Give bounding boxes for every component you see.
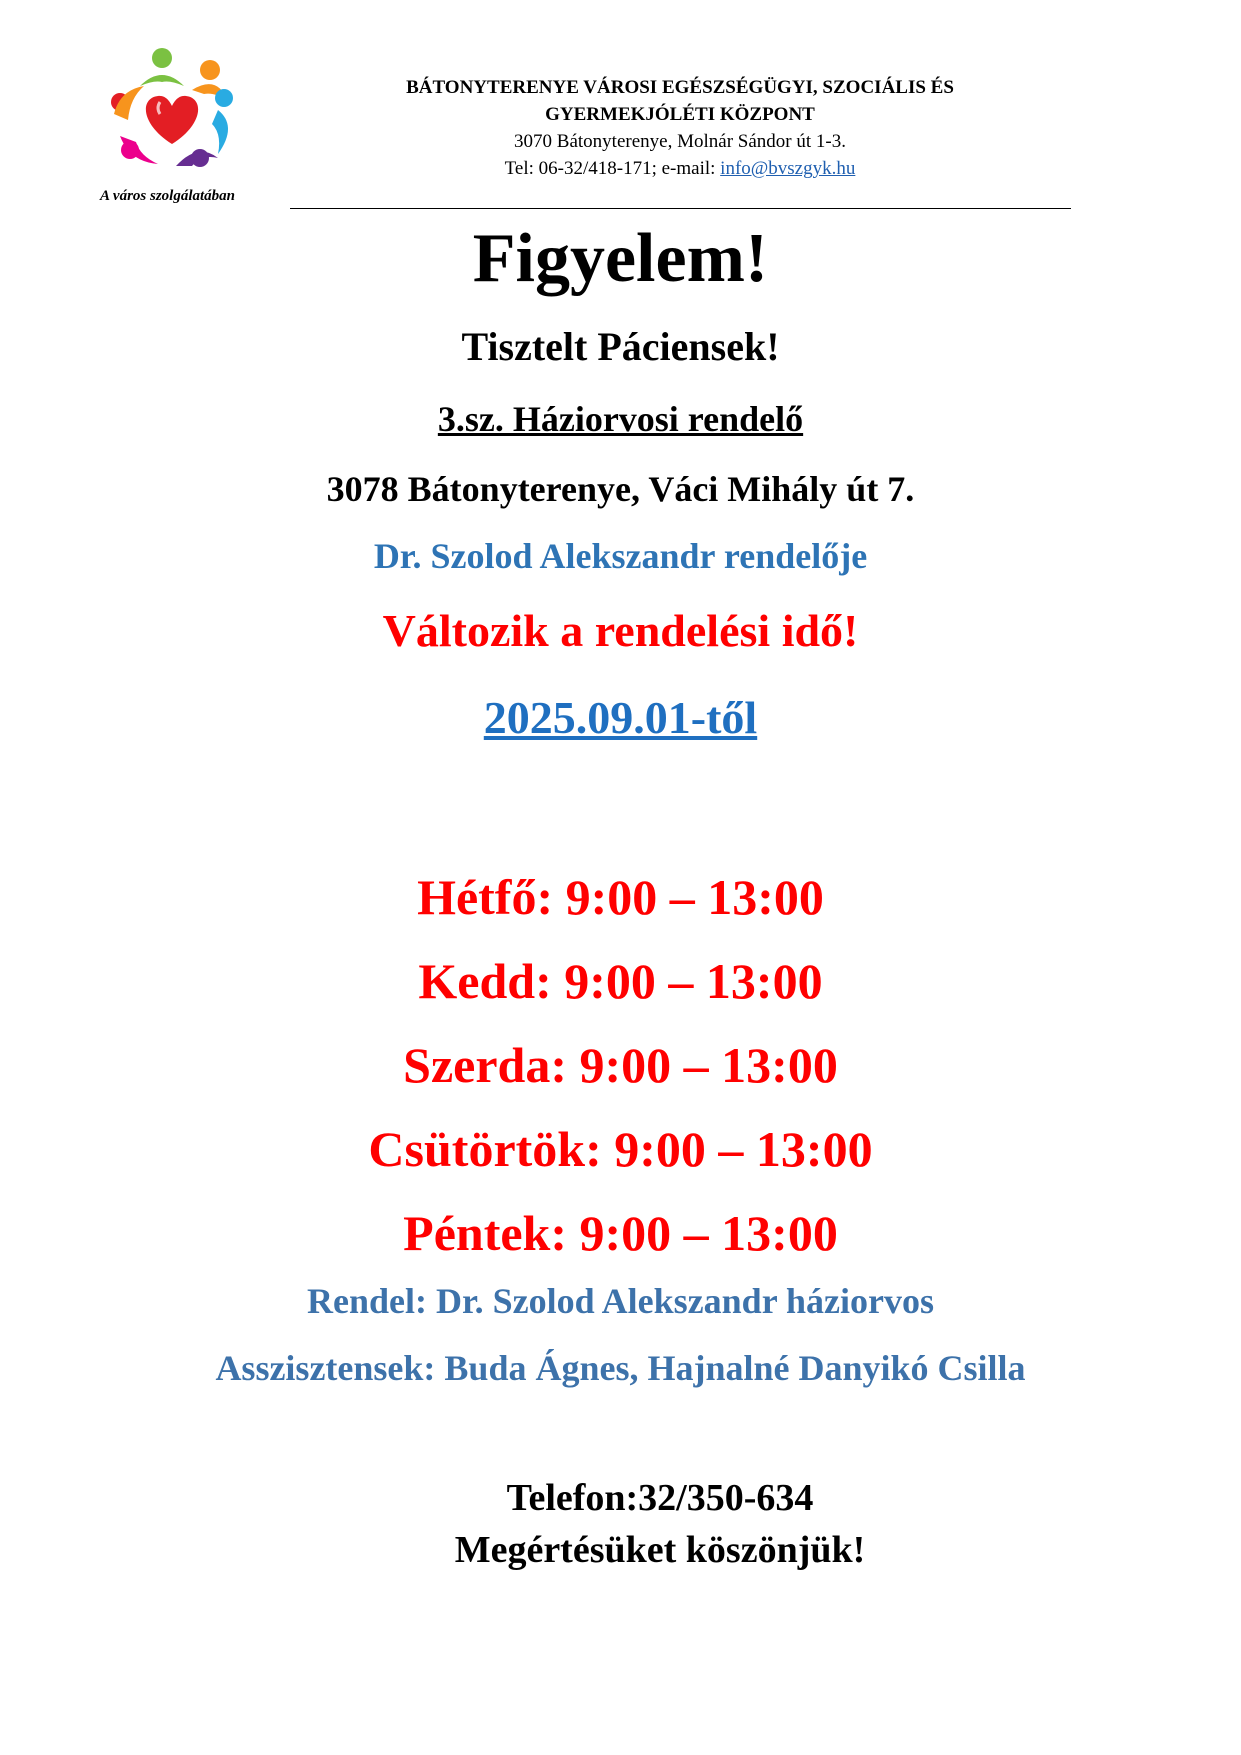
- contact-phone: Tel: 06-32/418-171; e-mail:: [504, 158, 721, 179]
- schedule-row: Csütörtök: 9:00 – 13:00: [368, 1121, 873, 1177]
- doctor-clinic: Dr. Szolod Alekszandr rendelője: [373, 536, 868, 576]
- clinic-address: 3078 Bátonyterenye, Váci Mihály út 7.: [326, 469, 915, 509]
- page-title: Figyelem!: [472, 220, 769, 297]
- change-notice: Változik a rendelési idő!: [382, 605, 859, 656]
- schedule: [0, 855, 1241, 1275]
- phone-number: Telefon:32/350-634: [506, 1477, 814, 1519]
- schedule-hours: 9:00 – 13:00: [564, 953, 823, 1009]
- logo-figures-icon: [100, 46, 270, 186]
- organization-address: 3070 Bátonyterenye, Molnár Sándor út 1-3.: [514, 131, 846, 152]
- assistants: Asszisztensek: Buda Ágnes, Hajnalné Danyikó Csilla: [215, 1348, 1026, 1388]
- logo-caption: A város szolgálatában: [100, 188, 236, 204]
- organization-name-line2: GYERMEKJÓLÉTI KÖZPONT: [545, 104, 815, 125]
- email-link[interactable]: info@bvszgyk.hu: [720, 158, 856, 179]
- organization-logo: [100, 46, 270, 206]
- schedule-day: Kedd: [418, 953, 536, 1009]
- schedule-day: Péntek: [403, 1205, 551, 1261]
- letterhead: [290, 74, 1070, 182]
- clinic-name: 3.sz. Háziorvosi rendelő: [437, 399, 804, 439]
- greeting: Tisztelt Páciensek!: [461, 324, 780, 369]
- organization-contact: [290, 155, 1070, 182]
- schedule-row: Szerda: 9:00 – 13:00: [403, 1037, 838, 1093]
- effective-date: 2025.09.01-től: [483, 692, 758, 743]
- header-divider: [290, 208, 1071, 209]
- schedule-row: Hétfő: 9:00 – 13:00: [417, 869, 824, 925]
- schedule-day: Csütörtök: [368, 1121, 586, 1177]
- schedule-row: Péntek: 9:00 – 13:00: [403, 1205, 838, 1261]
- schedule-hours: 9:00 – 13:00: [579, 1205, 838, 1261]
- organization-name-line1: BÁTONYTERENYE VÁROSI EGÉSZSÉGÜGYI, SZOCIÁLIS ÉS: [406, 77, 954, 98]
- schedule-hours: 9:00 – 13:00: [565, 869, 824, 925]
- schedule-hours: 9:00 – 13:00: [579, 1037, 838, 1093]
- footer: [380, 1472, 940, 1576]
- schedule-hours: 9:00 – 13:00: [614, 1121, 873, 1177]
- attending-doctor: Rendel: Dr. Szolod Alekszandr háziorvos: [306, 1281, 935, 1321]
- thanks-message: Megértésüket köszönjük!: [454, 1529, 866, 1571]
- schedule-row: Kedd: 9:00 – 13:00: [418, 953, 823, 1009]
- schedule-day: Szerda: [403, 1037, 551, 1093]
- schedule-day: Hétfő: [417, 869, 537, 925]
